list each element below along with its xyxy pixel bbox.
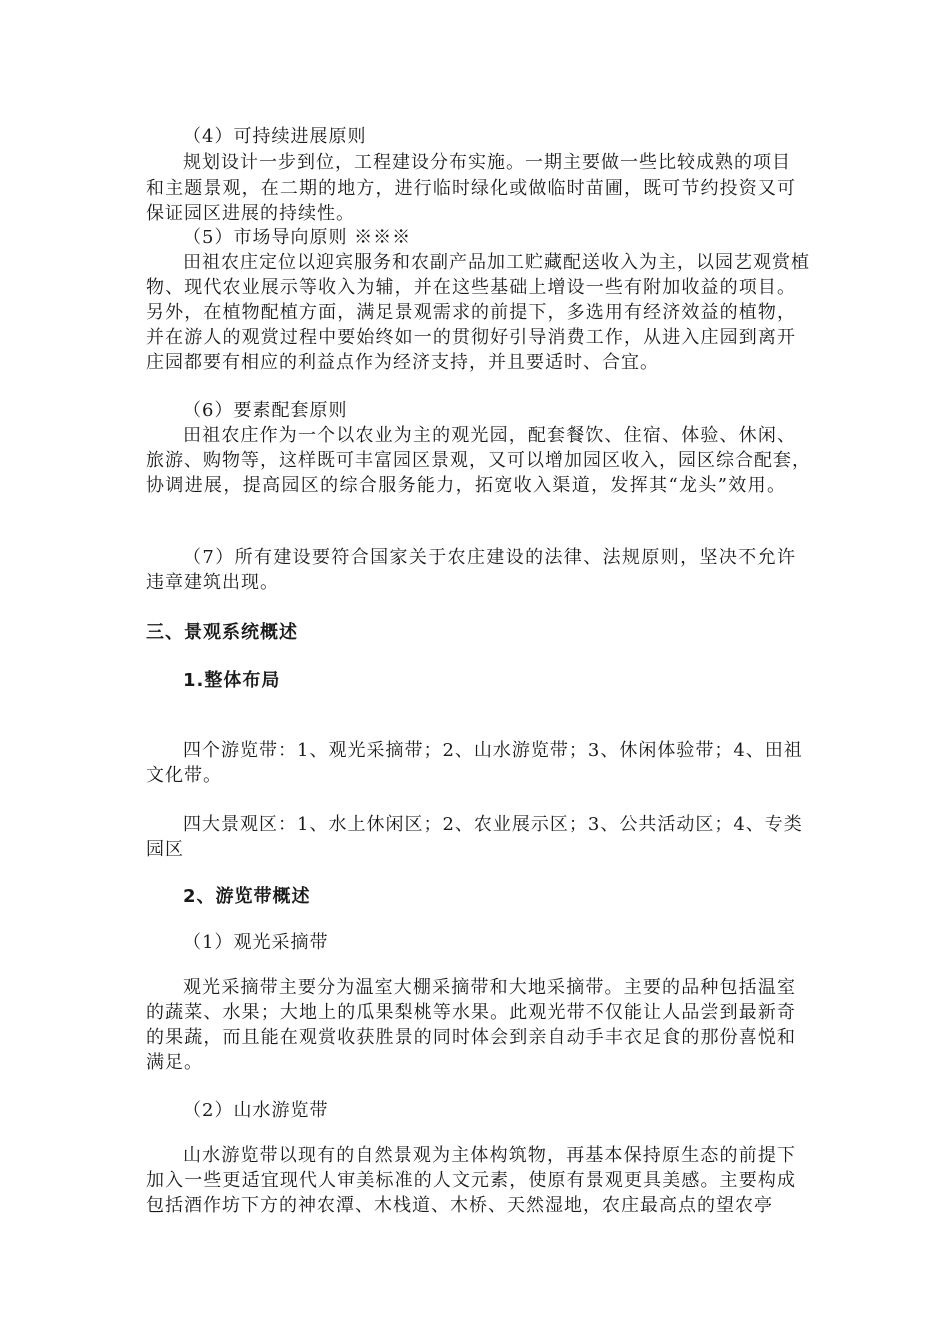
belt-2-line-3: 包括酒作坊下方的神农潭、木栈道、木桥、天然湿地，农庄最高点的望农亭	[146, 1195, 773, 1216]
layout-para-1-line-1: 四个游览带：1、观光采摘带；2、山水游览带；3、休闲体验带；4、田祖	[183, 740, 803, 761]
section-3-1-heading: 1.整体布局	[183, 670, 281, 691]
principle-6-line-3: 协调进展，提高园区的综合服务能力，拓宽收入渠道，发挥其“龙头”效用。	[146, 475, 786, 496]
principle-6-line-2: 旅游、购物等，这样既可丰富园区景观，又可以增加园区收入，园区综合配套，	[146, 450, 811, 471]
principle-4-heading: （4）可持续进展原则	[183, 126, 367, 147]
belt-1-line-1: 观光采摘带主要分为温室大棚采摘带和大地采摘带。主要的品种包括温室	[183, 977, 796, 998]
belt-2-line-1: 山水游览带以现有的自然景观为主体构筑物，再基本保持原生态的前提下	[183, 1145, 796, 1166]
principle-5-line-5: 庄园都要有相应的利益点作为经济支持，并且要适时、合宜。	[146, 352, 659, 373]
principle-7-line-1: （7）所有建设要符合国家关于农庄建设的法律、法规原则，坚决不允许	[183, 547, 796, 568]
belt-2-line-2: 加入一些更适宜现代人审美标准的人文元素，使原有景观更具美感。主要构成	[146, 1170, 796, 1191]
principle-5-line-2: 物、现代农业展示等收入为辅，并在这些基础上增设一些有附加收益的项目。	[146, 277, 796, 298]
principle-4-line-2: 和主题景观，在二期的地方，进行临时绿化或做临时苗圃，既可节约投资又可	[146, 178, 796, 199]
section-3-2-heading: 2、游览带概述	[183, 886, 311, 907]
principle-5-line-4: 并在游人的观赏过程中要始终如一的贯彻好引导消费工作，从进入庄园到离开	[146, 327, 796, 348]
layout-para-1-line-2: 文化带。	[146, 765, 222, 786]
belt-2-heading: （2）山水游览带	[183, 1100, 329, 1121]
section-3-heading: 三、景观系统概述	[146, 622, 298, 643]
principle-6-heading: （6）要素配套原则	[183, 400, 348, 421]
principle-5-line-3: 另外，在植物配植方面，满足景观需求的前提下，多选用有经济效益的植物，	[146, 302, 796, 323]
belt-1-line-3: 的果蔬，而且能在观赏收获胜景的同时体会到亲自动手丰衣足食的那份喜悦和	[146, 1027, 796, 1048]
layout-para-2-line-2: 园区	[146, 839, 184, 860]
principle-5-heading: （5）市场导向原则 ※※※	[183, 227, 412, 248]
principle-4-line-3: 保证园区进展的持续性。	[146, 203, 355, 224]
layout-para-2-line-1: 四大景观区：1、水上休闲区；2、农业展示区；3、公共活动区；4、专类	[183, 814, 803, 835]
belt-1-line-4: 满足。	[146, 1052, 203, 1073]
belt-1-line-2: 的蔬菜、水果；大地上的瓜果梨桃等水果。此观光带不仅能让人品尝到最新奇	[146, 1002, 796, 1023]
principle-5-line-1: 田祖农庄定位以迎宾服务和农副产品加工贮藏配送收入为主，以园艺观赏植	[183, 252, 810, 273]
principle-6-line-1: 田祖农庄作为一个以农业为主的观光园，配套餐饮、住宿、体验、休闲、	[183, 425, 796, 446]
belt-1-heading: （1）观光采摘带	[183, 932, 329, 953]
principle-7-line-2: 违章建筑出现。	[146, 572, 279, 593]
principle-4-line-1: 规划设计一步到位，工程建设分布实施。一期主要做一些比较成熟的项目	[183, 152, 791, 173]
